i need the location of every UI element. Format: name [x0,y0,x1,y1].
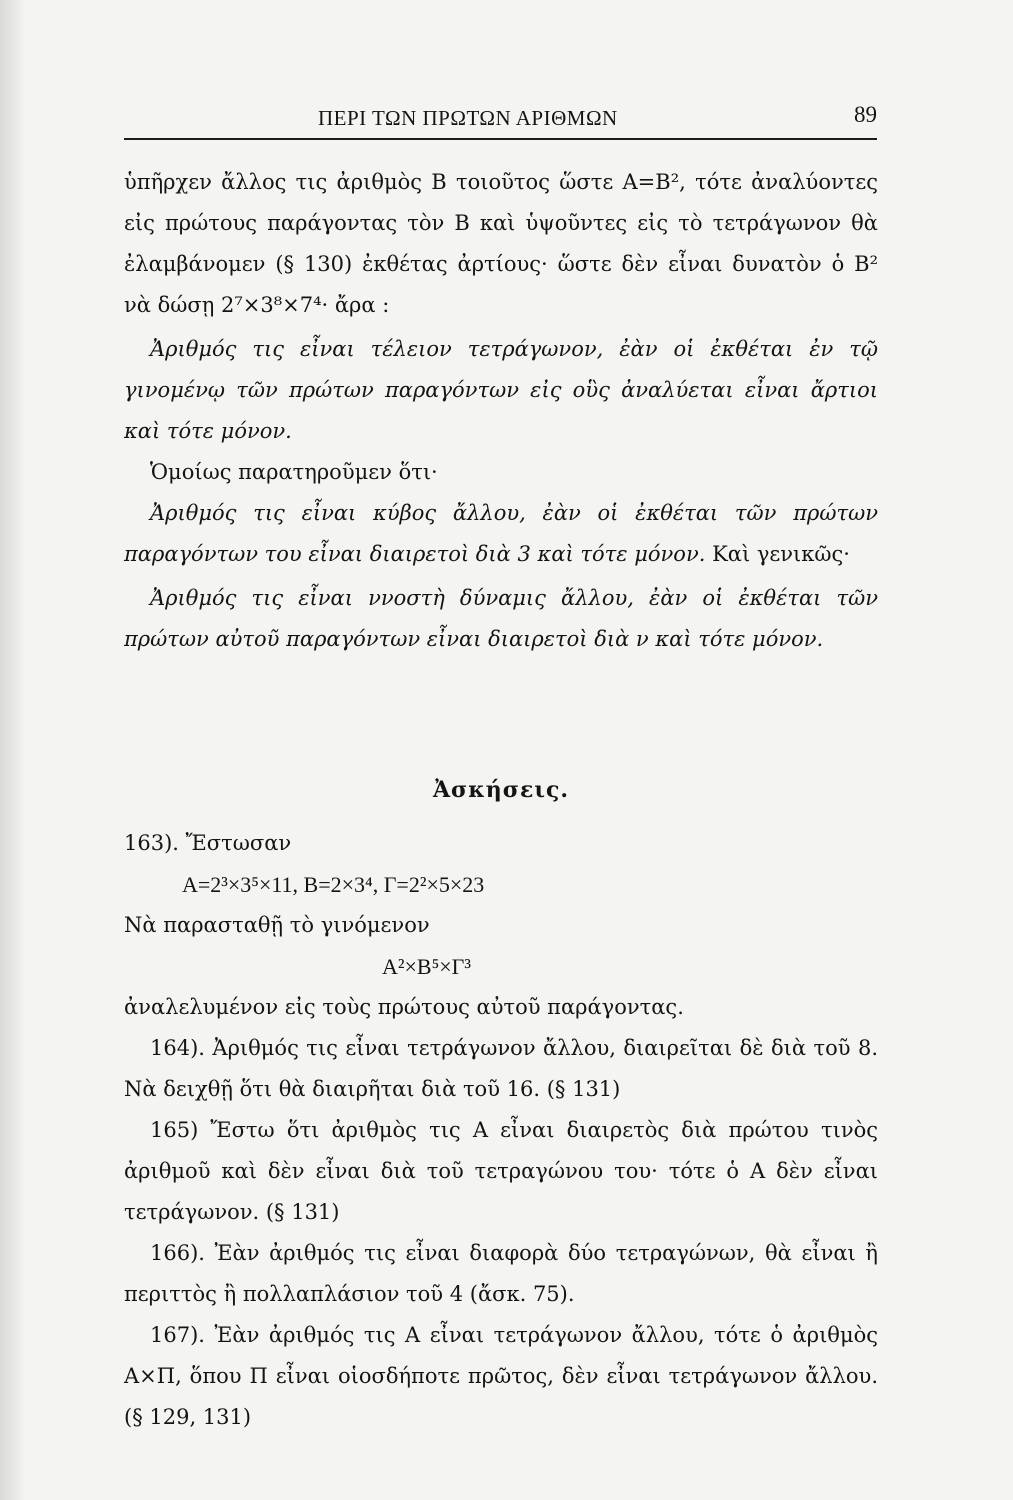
body-text [124,162,878,660]
similarly-line: Ὁμοίως παρατηροῦμεν ὅτι· [150,460,438,484]
header-title: ΠΕΡΙ ΤΩΝ ΠΡΩΤΩΝ ΑΡΙΘΜΩΝ [318,106,618,130]
theorem-cube-text: Ἀριθμός τις εἶναι κύβος ἄλλου, ἐὰν οἱ ἐκθέται τῶν πρώτων παραγόντων του εἶναι διαιρετοὶ διὰ 3 καὶ τότε μόνον. [124,501,878,566]
page-edge-shadow [0,0,26,1500]
theorem-nth-power: Ἀριθμός τις εἶναι ννοστὴ δύναμις ἄλλου, ἐὰν οἱ ἐκθέται τῶν πρώτων αὐτοῦ παραγόντων εἶναι διαιρετοὶ διὰ ν καὶ τότε μόνον. [124,586,878,651]
page-number: 89 [854,102,877,127]
intro-paragraph: ὑπῆρχεν ἄλλος τις ἀριθμὸς Β τοιοῦτος ὥστε Α=Β², τότε ἀναλύοντες εἰς πρώτους παράγοντας τὸν Β καὶ ὑψοῦντες εἰς τὸ τετράγωνον θὰ ἐλαμβάνομεν (§ 130) ἐκθέτας ἀρτίους· ὥστε δὲν εἶναι δυνατὸν ὁ Β² νὰ δώσῃ 2⁷×3⁸×7⁴· ἄρα : [124,170,878,317]
exercise-167: 167). Ἐὰν ἀριθμός τις Α εἶναι τετράγωνον ἄλλου, τότε ὁ ἀριθμὸς Α×Π, ὅπου Π εἶναι οἱοσδήποτε πρῶτος, δὲν εἶναι τετράγωνον ἄλλου. (§ 129, 131) [124,1323,878,1429]
generally-text: Καὶ γενικῶς· [712,542,850,566]
exercise-164: 164). Ἀριθμός τις εἶναι τετράγωνον ἄλλου, διαιρεῖται δὲ διὰ τοῦ 8. Νὰ δειχθῇ ὅτι θὰ διαιρῆται διὰ τοῦ 16. (§ 131) [124,1036,878,1101]
exercise-163-task: Νὰ παρασταθῇ τὸ γινόμενον [124,913,430,937]
exercise-163-product: Α²×Β⁵×Γ³ [382,954,471,979]
exercise-166: 166). Ἐὰν ἀριθμός τις εἶναι διαφορὰ δύο τετραγώνων, θὰ εἶναι ἢ περιττὸς ἢ πολλαπλάσιον τοῦ 4 (ἄσκ. 75). [124,1241,878,1306]
exercise-165: 165) Ἔστω ὅτι ἀριθμὸς τις Α εἶναι διαιρετὸς διὰ πρώτου τινὸς ἀριθμοῦ καὶ δὲν εἶναι διὰ τοῦ τετραγώνου του· τότε ὁ Α δὲν εἶναι τετράγωνον. (§ 131) [124,1118,878,1224]
theorem-square: Ἀριθμός τις εἶναι τέλειον τετράγωνον, ἐὰν οἱ ἐκθέται ἐν τῷ γινομένῳ τῶν πρώτων παραγόντων εἰς οὓς ἀναλύεται εἶναι ἄρτιοι καὶ τότε μόνον. [124,337,878,443]
exercise-163-formula: Α=2³×3⁵×11, Β=2×3⁴, Γ=2²×5×23 [182,872,485,897]
exercises-heading: Ἀσκήσεις. [432,777,570,803]
exercises-section [124,770,878,1438]
running-header [124,96,877,140]
theorem-cube [124,493,878,575]
exercise-163-intro: 163). Ἔστωσαν [124,831,292,855]
exercise-163-end: ἀναλελυμένον εἰς τοὺς πρώτους αὐτοῦ παράγοντας. [124,995,684,1019]
